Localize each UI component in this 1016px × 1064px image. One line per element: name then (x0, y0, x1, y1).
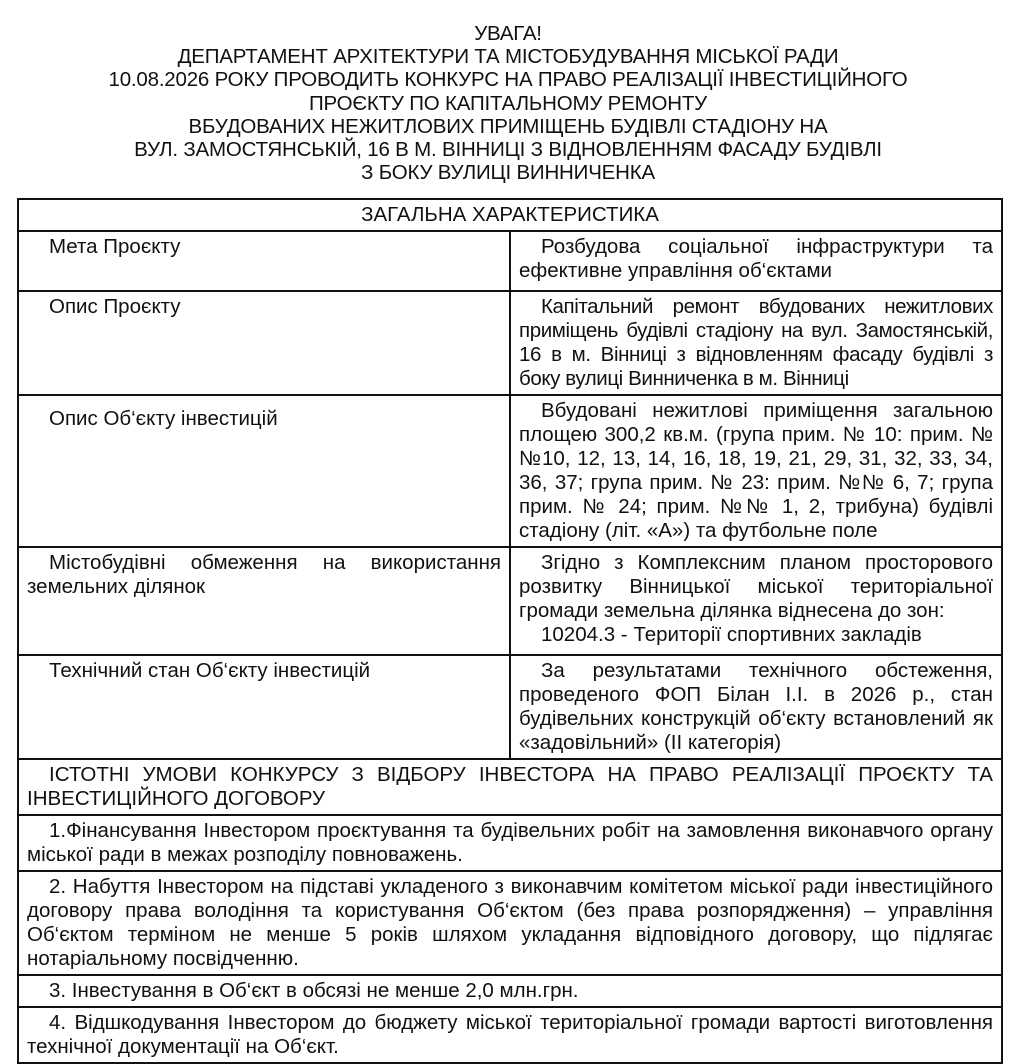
header-line: ВУЛ. ЗАМОСТЯНСЬКІЙ, 16 В М. ВІННИЦІ З ВІДНОВЛЕННЯМ ФАСАДУ БУДІВЛІ (134, 138, 882, 162)
project-table (17, 198, 1003, 1064)
row-label: Технічний стан Об‘єкту інвестицій (18, 655, 510, 759)
table-row (18, 655, 1002, 759)
table-row (18, 395, 1002, 547)
row-value: Розбудова соціальної інфраструктури та ефективне управління об‘єктами (510, 231, 1002, 291)
notice-header (0, 22, 1016, 184)
row-value: Вбудовані нежитлові приміщення загальною площею 300,2 кв.м. (група прим. № 10: прим. №№10, 12, 13, 14, 16, 18, 19, 21, 29, 31, 32, 33, 34, 36, 37; група прим. № 23: прим. №№ 6, 7; група прим. № 24; прим. №№ 1, 2, трибуна) будівлі стадіону (літ. «А») та футбольне поле (510, 395, 1002, 547)
row-label: Мета Проєкту (18, 231, 510, 291)
table-row (18, 547, 1002, 655)
condition-item: 4. Відшкодування Інвестором до бюджету міської територіальної громади вартості виготовлення технічної документації на Об‘єкт. (18, 1007, 1002, 1063)
condition-row (18, 871, 1002, 975)
table-row (18, 231, 1002, 291)
condition-item: 3. Інвестування в Об‘єкт в обсязі не менше 2,0 млн.грн. (18, 975, 1002, 1007)
header-line: ВБУДОВАНИХ НЕЖИТЛОВИХ ПРИМІЩЕНЬ БУДІВЛІ СТАДІОНУ НА (188, 114, 828, 138)
section-title-row (18, 759, 1002, 815)
row-value: Згідно з Комплексним планом просторового розвитку Вінницької міської територіальної громади земельна ділянка віднесена до зон: 10204.3 - Території спортивних закладів (510, 547, 1002, 655)
header-line: ПРОЄКТУ ПО КАПІТАЛЬНОМУ РЕМОНТУ (309, 91, 707, 115)
section-title-row (18, 199, 1002, 231)
row-value: За результатами технічного обстеження, проведеного ФОП Білан І.І. в 2026 р., стан будівельних конструкцій об‘єкту встановлений як «задовільний» (ІІ категорія) (510, 655, 1002, 759)
section-title-general: ЗАГАЛЬНА ХАРАКТЕРИСТИКА (18, 199, 1002, 231)
row-label: Опис Проєкту (18, 291, 510, 395)
header-line: 10.08.2026 РОКУ ПРОВОДИТЬ КОНКУРС НА ПРАВО РЕАЛІЗАЦІЇ ІНВЕСТИЦІЙНОГО (108, 68, 908, 92)
condition-row (18, 815, 1002, 871)
header-line: ДЕПАРТАМЕНТ АРХІТЕКТУРИ ТА МІСТОБУДУВАННЯ МІСЬКОЇ РАДИ (177, 45, 839, 69)
header-line: З БОКУ ВУЛИЦІ ВИННИЧЕНКА (361, 161, 655, 185)
condition-item: 2. Набуття Інвестором на підставі укладеного з виконавчим комітетом міської ради інвестиційного договору права володіння та користування Об‘єктом (без права розпорядження) – управління Об‘єктом терміном не менше 5 років шляхом укладання відповідного договору, що підлягає нотаріальному посвідченню. (18, 871, 1002, 975)
header-line: УВАГА! (474, 22, 542, 45)
condition-row (18, 975, 1002, 1007)
row-value: Капітальний ремонт вбудованих нежитлових приміщень будівлі стадіону на вул. Замостянській, 16 в м. Вінниці з відновленням фасаду будівлі з боку вулиці Винниченка в м. Вінниці (510, 291, 1002, 395)
condition-item: 1.Фінансування Інвестором проєктування та будівельних робіт на замовлення виконавчого органу міської ради в межах розподілу повноважень. (18, 815, 1002, 871)
row-label: Опис Об‘єкту інвестицій (18, 395, 510, 547)
zone-item: 10204.3 - Території спортивних закладів (541, 623, 922, 646)
row-label: Містобудівні обмеження на використання земельних ділянок (18, 547, 510, 655)
table-row (18, 291, 1002, 395)
condition-row (18, 1007, 1002, 1063)
section-title-conditions: ІСТОТНІ УМОВИ КОНКУРСУ З ВІДБОРУ ІНВЕСТОРА НА ПРАВО РЕАЛІЗАЦІЇ ПРОЄКТУ ТА ІНВЕСТИЦІЙНОГО ДОГОВОРУ (18, 759, 1002, 815)
